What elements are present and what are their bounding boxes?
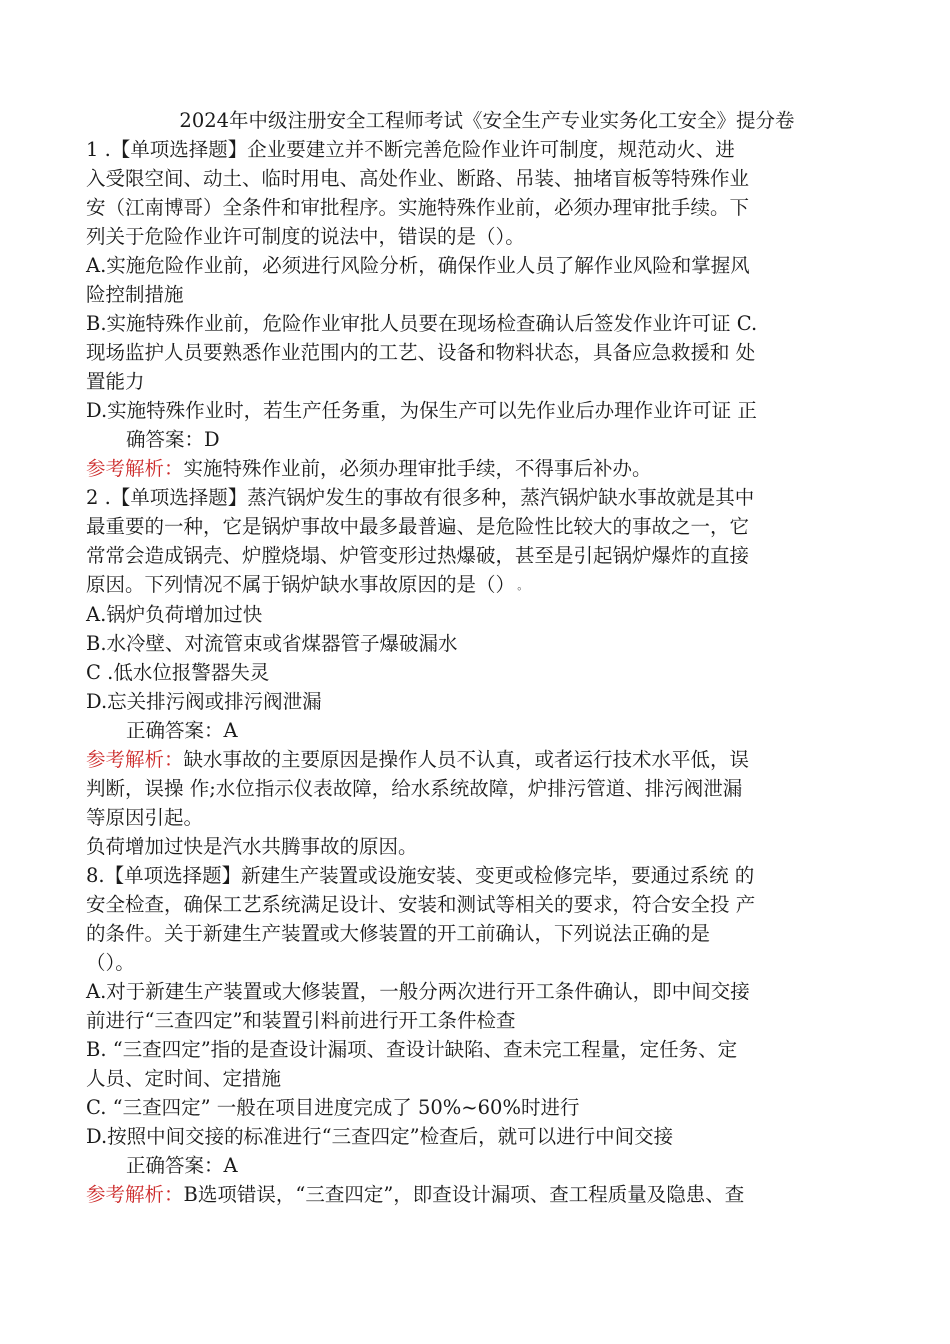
explanation-label: 参考解析： (86, 457, 184, 480)
question-2-explanation (86, 745, 876, 774)
question-1-line-4: 列关于危险作业许可制度的说法中，错误的是（）。 (86, 225, 525, 248)
question-1-line-2: 入受限空间、动土、临时用电、高处作业、断路、吊装、抽堵盲板等特殊作业 (86, 167, 750, 190)
question-2-explanation-line-3: 等原因引起。 (86, 806, 204, 829)
question-2-answer: 正确答案：A (126, 719, 238, 742)
explanation-text: 实施特殊作业前，必须办理审批手续，不得事后补办。 (183, 457, 652, 480)
question-1-option-a-line-1: A.实施危险作业前，必须进行风险分析，确保作业人员了解作业风险和掌握风 (86, 254, 750, 277)
question-2-option-b: B.水冷壁、对流管束或省煤器管子爆破漏水 (86, 632, 458, 655)
question-2-line-3: 常常会造成锅壳、炉膛烧塌、炉管变形过热爆破，甚至是引起锅炉爆炸的直接 (86, 544, 750, 567)
question-8 (86, 861, 876, 1209)
question-2-line-1: 2 .【单项选择题】蒸汽锅炉发生的事故有很多种，蒸汽锅炉缺水事故就是其中 (86, 486, 755, 509)
explanation-text: B选项错误，“三查四定”，即查设计漏项、查工程质量及隐患、查 (183, 1183, 745, 1206)
question-8-option-b-line-1: B. “三查四定”指的是查设计漏项、查设计缺陷、查未完工程量，定任务、定 (86, 1038, 738, 1061)
question-8-option-d: D.按照中间交接的标准进行“三查四定”检查后，就可以进行中间交接 (86, 1125, 674, 1148)
question-1-line-1: 1 .【单项选择题】企业要建立并不断完善危险作业许可制度，规范动火、进 (86, 138, 735, 161)
question-8-option-c: C. “三查四定” 一般在项目进度完成了 50%~60%时进行 (86, 1096, 580, 1119)
document-title: 2024年中级注册安全工程师考试《安全生产专业实务化工安全》提分卷 (179, 109, 795, 132)
question-8-answer: 正确答案：A (126, 1154, 238, 1177)
question-1 (86, 135, 876, 483)
question-8-line-4: （）。 (86, 951, 135, 974)
question-1-explanation (86, 454, 876, 483)
stray-period-mark: 。 (517, 579, 529, 592)
question-8-line-1: 8.【单项选择题】新建生产装置或设施安装、变更或检修完毕，要通过系统 的 (86, 864, 755, 887)
question-8-explanation (86, 1180, 876, 1209)
question-2-line-4-text: 原因。下列情况不属于锅炉缺水事故原因的是（） (86, 573, 506, 596)
question-2-option-a: A.锅炉负荷增加过快 (86, 603, 263, 626)
question-8-option-a-line-1: A.对于新建生产装置或大修装置，一般分两次进行开工条件确认，即中间交接 (86, 980, 750, 1003)
question-1-option-d: D.实施特殊作业时，若生产任务重，为保生产可以先作业后办理作业许可证 正 (86, 399, 757, 422)
question-2 (86, 483, 876, 861)
question-1-option-c: 现场监护人员要熟悉作业范围内的工艺、设备和物料状态，具备应急救援和 处 (86, 341, 756, 364)
explanation-label: 参考解析： (86, 748, 184, 771)
question-1-option-b: B.实施特殊作业前，危险作业审批人员要在现场检查确认后签发作业许可证 C. (86, 312, 758, 335)
question-1-line-3: 安（江南博哥）全条件和审批程序。实施特殊作业前，必须办理审批手续。下 (86, 196, 750, 219)
question-8-line-2: 安全检查，确保工艺系统满足设计、安装和测试等相关的要求，符合安全投 产 (86, 893, 756, 916)
question-2-line-2: 最重要的一种，它是锅炉事故中最多最普遍、是危险性比较大的事故之一，它 (86, 515, 750, 538)
explanation-label: 参考解析： (86, 1183, 184, 1206)
question-2-explanation-line-4: 负荷增加过快是汽水共腾事故的原因。 (86, 835, 418, 858)
question-1-answer: 确答案：D (126, 428, 220, 451)
question-2-line-4 (86, 570, 876, 600)
explanation-text: 缺水事故的主要原因是操作人员不认真，或者运行技术水平低，误 (183, 748, 750, 771)
question-1-option-a-line-2: 险控制措施 (86, 283, 184, 306)
question-2-explanation-line-2: 判断，误操 作;水位指示仪表故障，给水系统故障，炉排污管道、排污阀泄漏 (86, 777, 743, 800)
document-page (86, 106, 876, 1209)
question-8-option-a-line-2: 前进行“三查四定”和装置引料前进行开工条件检查 (86, 1009, 516, 1032)
question-8-option-b-line-2: 人员、定时间、定措施 (86, 1067, 282, 1090)
question-1-option-c-line-2: 置能力 (86, 370, 145, 393)
question-2-option-c: C .低水位报警器失灵 (86, 661, 270, 684)
question-8-line-3: 的条件。关于新建生产装置或大修装置的开工前确认，下列说法正确的是 (86, 922, 711, 945)
question-2-option-d: D.忘关排污阀或排污阀泄漏 (86, 690, 322, 713)
